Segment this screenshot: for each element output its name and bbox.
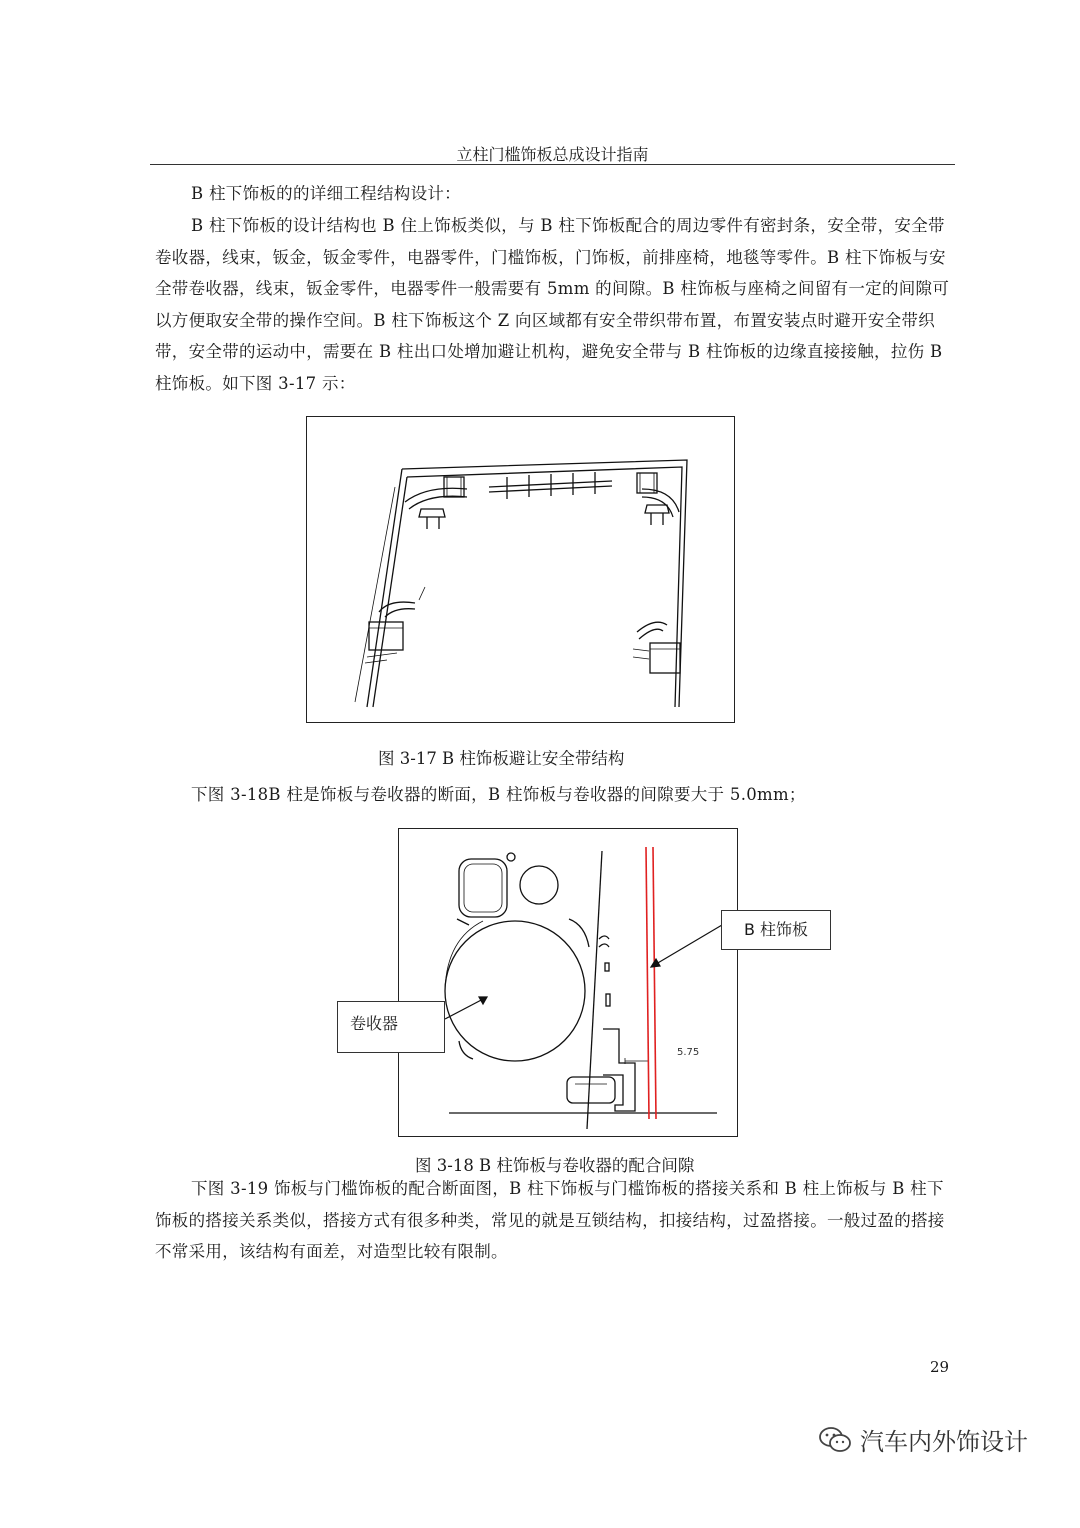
dimension-label: 5.75 xyxy=(677,1047,700,1058)
header-rule xyxy=(150,164,955,165)
figure-3-17-caption: 图 3-17 B 柱饰板避让安全带结构 xyxy=(378,749,625,768)
figure-3-17 xyxy=(306,416,735,723)
footer-brand: 汽车内外饰设计 xyxy=(860,1428,1028,1456)
footer-watermark xyxy=(818,1422,1028,1457)
figure-3-18-drawing xyxy=(399,829,737,1136)
page-number: 29 xyxy=(930,1358,950,1376)
figure-3-17-drawing xyxy=(307,417,734,722)
running-header: 立柱门槛饰板总成设计指南 xyxy=(456,145,649,164)
wechat-icon xyxy=(818,1425,852,1455)
section-heading: B 柱下饰板的的详细工程结构设计： xyxy=(191,184,461,203)
label-b-pillar-trim: B 柱饰板 xyxy=(721,910,831,950)
paragraph-2: 下图 3-18B 柱是饰板与卷收器的断面，B 柱饰板与卷收器的间隙要大于 5.0mm； xyxy=(191,785,806,804)
paragraph-3: 下图 3-19 饰板与门槛饰板的配合断面图，B 柱下饰板与门槛饰板的搭接关系和 B 柱上饰板与 B 柱下饰板的搭接关系类似，搭接方式有很多种类，常见的就是互锁结构，扣接结构，过盈搭接。一般过盈的搭接不常采用，该结构有面差，对造型比较有限制。 xyxy=(155,1179,945,1261)
label-retractor: 卷收器 xyxy=(337,1001,445,1053)
paragraph-1: B 柱下饰板的设计结构也 B 住上饰板类似，与 B 柱下饰板配合的周边零件有密封条，安全带，安全带卷收器，线束，钣金，钣金零件，电器零件，门槛饰板，门饰板，前排座椅，地毯等零件。B 柱下饰板与安全带卷收器，线束，钣金零件，电器零件一般需要有 5mm 的间隙。B 柱饰板与座椅之间留有一定的间隙可以方便取安全带的操作空间。B 柱下饰板这个 Z 向区域都有安全带织带布置，布置安装点时避开安全带织带，安全带的运动中，需要在 B 柱出口处增加避让机构，避免安全带与 B 柱饰板的边缘直接接触，拉伤 B 柱饰板。如下图 3-17 示： xyxy=(155,216,950,393)
figure-3-18 xyxy=(350,828,809,1137)
figure-3-18-caption: 图 3-18 B 柱饰板与卷收器的配合间隙 xyxy=(415,1156,695,1175)
